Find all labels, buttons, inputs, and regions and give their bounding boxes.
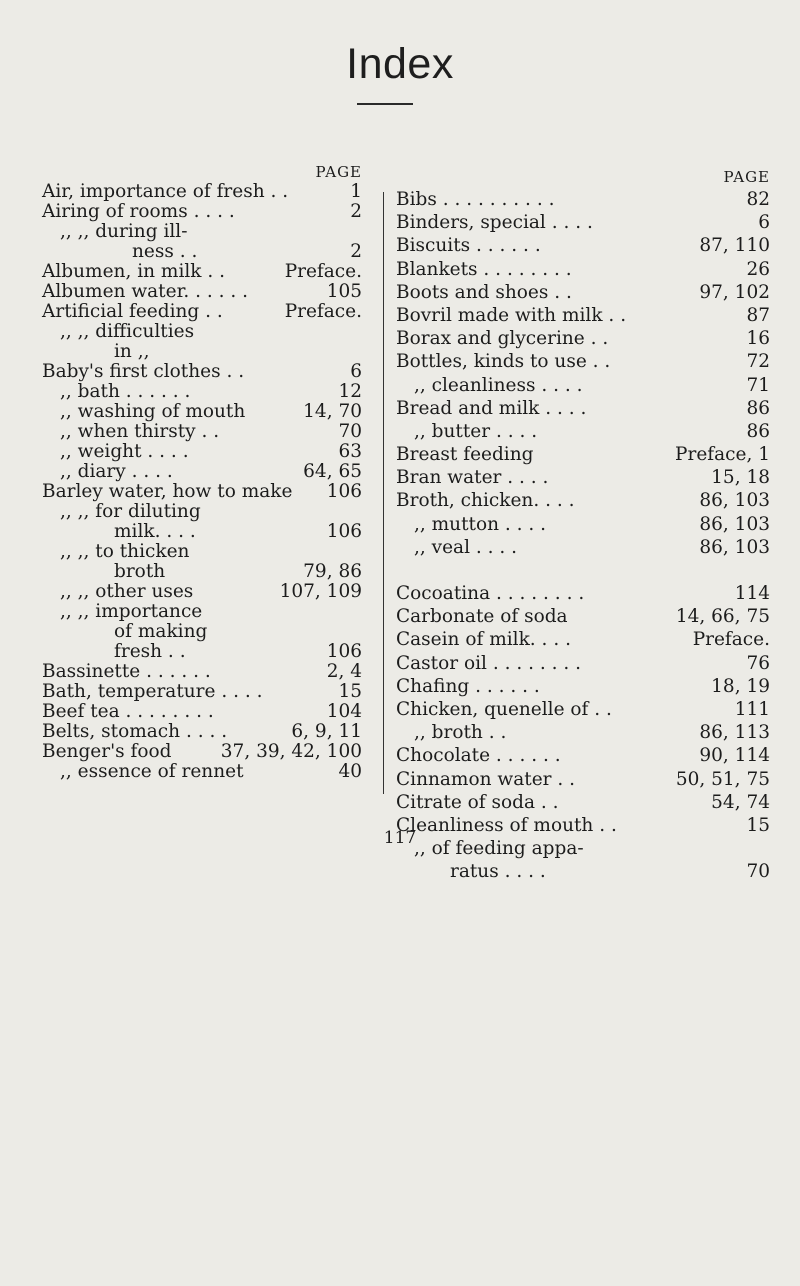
index-entry	[396, 234, 770, 257]
entry-page: Preface.	[692, 629, 770, 651]
index-entry	[396, 397, 770, 420]
index-entry	[396, 350, 770, 373]
entry-page: Preface.	[284, 301, 362, 322]
entry-text: ,, ,, other uses	[60, 581, 194, 602]
entry-text: ,, veal . . . .	[414, 536, 518, 558]
entry-text: Barley water, how to make	[42, 481, 293, 502]
entry-text: ,, cleanliness . . . .	[414, 374, 583, 396]
entry-page: 15	[338, 681, 362, 702]
entry-page: 104	[326, 701, 362, 722]
entry-text: Blankets . . . . . . . .	[396, 258, 572, 280]
entry-text: Bibs . . . . . . . . . .	[396, 189, 555, 210]
entry-text: Belts, stomach . . . .	[42, 721, 228, 742]
entry-text: ratus . . . .	[450, 861, 546, 883]
entry-page: 86	[746, 420, 770, 442]
index-entry	[396, 188, 770, 211]
index-entry	[396, 860, 770, 883]
index-entry	[42, 722, 362, 742]
entry-text: Broth, chicken. . . .	[396, 490, 575, 512]
index-entry	[42, 442, 362, 462]
entry-page: 72	[746, 351, 770, 373]
index-entry	[396, 489, 770, 512]
index-entry	[42, 382, 362, 402]
entry-page: 71	[746, 374, 770, 396]
page-column-header: PAGE	[723, 168, 770, 186]
entry-text: Bottles, kinds to use . .	[396, 351, 611, 373]
index-entry	[42, 422, 362, 442]
entry-text: Boots and shoes . .	[396, 281, 572, 303]
index-entry	[42, 542, 362, 562]
entry-page: 26	[746, 258, 770, 280]
entry-page: 1	[350, 181, 362, 202]
index-entry	[396, 791, 770, 814]
entry-page: 106	[326, 641, 362, 662]
entry-text: Albumen, in milk . .	[42, 261, 226, 282]
entry-page: 106	[326, 481, 362, 502]
entry-text: Citrate of soda . .	[396, 791, 559, 813]
entry-page: 6	[758, 212, 770, 234]
entry-page: 15	[746, 814, 770, 836]
entry-text: Cleanliness of mouth . .	[396, 814, 617, 836]
entry-text: Borax and glycerine . .	[396, 328, 609, 350]
index-entry	[42, 342, 362, 362]
entry-page: 86, 103	[699, 513, 770, 535]
entry-text: in ,,	[114, 341, 150, 362]
entry-page: 105	[326, 281, 362, 302]
index-entry	[42, 502, 362, 522]
index-entry	[42, 582, 362, 602]
index-entry	[396, 258, 770, 281]
entry-text: Bran water . . . .	[396, 467, 549, 489]
index-entry	[396, 768, 770, 791]
page-title: Index	[346, 40, 454, 88]
index-entry	[42, 282, 362, 302]
index-entry	[396, 582, 770, 605]
index-entry	[396, 281, 770, 304]
entry-page: 82	[746, 189, 770, 210]
entry-text: ,, when thirsty . .	[60, 421, 220, 442]
index-entry	[396, 652, 770, 675]
index-entry	[396, 744, 770, 767]
index-entry	[42, 322, 362, 342]
entry-text: Bassinette . . . . . .	[42, 661, 211, 682]
entry-text: Chocolate . . . . . .	[396, 745, 561, 767]
column-divider	[383, 192, 384, 794]
entry-page: 40	[338, 761, 362, 782]
index-entry	[396, 327, 770, 350]
index-entries	[42, 182, 362, 782]
entry-text: Bovril made with milk . .	[396, 304, 627, 326]
entry-text: Cinnamon water . .	[396, 768, 576, 790]
index-entry	[396, 374, 770, 397]
entry-page: 2	[350, 241, 362, 262]
entry-text: ,, diary . . . .	[60, 461, 173, 482]
entry-page: 63	[338, 441, 362, 462]
index-entry	[396, 513, 770, 536]
entry-text: ,, ,, to thicken	[60, 541, 190, 562]
index-entry	[396, 698, 770, 721]
entry-page: 6	[350, 361, 362, 382]
entry-page: 87, 110	[699, 235, 770, 257]
entry-text: Airing of rooms . . . .	[42, 201, 235, 222]
index-entry	[396, 443, 770, 466]
entry-text: Cocoatina . . . . . . . .	[396, 583, 585, 604]
index-entry	[396, 628, 770, 651]
index-entry	[42, 402, 362, 422]
entry-page: 14, 70	[303, 401, 362, 422]
index-entry	[42, 222, 362, 242]
index-entry	[396, 536, 770, 559]
entry-text: Bath, temperature . . . .	[42, 681, 263, 702]
index-entry	[396, 675, 770, 698]
entry-page: 15, 18	[711, 467, 770, 489]
entry-page: 76	[746, 652, 770, 674]
entry-page: 111	[734, 698, 770, 720]
index-entry	[42, 482, 362, 502]
entry-text: ,, weight . . . .	[60, 441, 189, 462]
entry-text: Biscuits . . . . . .	[396, 235, 541, 257]
entry-page: 114	[734, 583, 770, 604]
index-entry	[42, 562, 362, 582]
entry-page: Preface.	[284, 261, 362, 282]
entry-text: ,, ,, difficulties	[60, 321, 195, 342]
entry-text: of making	[114, 621, 208, 642]
index-entry	[396, 304, 770, 327]
index-entry	[42, 602, 362, 622]
page-number: 117	[383, 828, 417, 848]
entry-text: ,, ,, for diluting	[60, 501, 201, 522]
entry-text: ness . .	[132, 241, 198, 262]
entry-page: Preface, 1	[675, 444, 770, 466]
entry-text: ,, of feeding appa-	[414, 838, 584, 860]
entry-text: Castor oil . . . . . . . .	[396, 652, 582, 674]
entry-text: Benger's food	[42, 741, 172, 762]
index-entry	[42, 622, 362, 642]
index-entry	[396, 211, 770, 234]
entry-text: Air, importance of fresh . .	[42, 181, 289, 202]
index-entry	[42, 262, 362, 282]
entry-text: Binders, special . . . .	[396, 212, 593, 234]
entry-page: 106	[326, 521, 362, 542]
entry-text: Beef tea . . . . . . . .	[42, 701, 214, 722]
index-entry	[396, 559, 770, 582]
entry-text: milk. . . .	[114, 521, 196, 542]
index-entries	[396, 188, 770, 883]
entry-page: 54, 74	[711, 791, 770, 813]
entry-page: 50, 51, 75	[675, 768, 770, 790]
entry-page: 70	[338, 421, 362, 442]
entry-text: Carbonate of soda	[396, 606, 568, 628]
entry-page: 87	[746, 304, 770, 326]
index-entry	[42, 682, 362, 702]
entry-page: 86, 103	[699, 490, 770, 512]
entry-text: Baby's first clothes . .	[42, 361, 245, 382]
entry-page: 6, 9, 11	[291, 721, 362, 742]
index-entry	[396, 420, 770, 443]
entry-text: Artificial feeding . .	[42, 301, 223, 322]
entry-page: 70	[746, 861, 770, 883]
entry-page: 107, 109	[279, 581, 362, 602]
entry-text: fresh . .	[114, 641, 186, 662]
entry-page: 14, 66, 75	[675, 606, 770, 628]
entry-text: broth	[114, 561, 166, 582]
index-entry	[42, 302, 362, 322]
entry-text: ,, washing of mouth	[60, 401, 246, 422]
entry-page: 86, 103	[699, 536, 770, 558]
index-entry	[396, 605, 770, 628]
entry-page: 16	[746, 328, 770, 350]
entry-page: 64, 65	[303, 461, 362, 482]
index-entry	[42, 762, 362, 782]
index-entry	[396, 466, 770, 489]
entry-page: 97, 102	[699, 281, 770, 303]
index-entry	[396, 721, 770, 744]
index-entry	[42, 522, 362, 542]
entry-text: ,, essence of rennet	[60, 761, 244, 782]
index-entry	[42, 242, 362, 262]
entry-text: Chafing . . . . . .	[396, 675, 540, 697]
index-entry	[42, 462, 362, 482]
entry-text: ,, butter . . . .	[414, 420, 538, 442]
entry-text: ,, ,, during ill-	[60, 221, 188, 242]
title-rule	[357, 103, 413, 105]
entry-text: Bread and milk . . . .	[396, 397, 587, 419]
index-entry	[42, 362, 362, 382]
entry-text: Chicken, quenelle of . .	[396, 698, 612, 720]
entry-page: 12	[338, 381, 362, 402]
entry-text: ,, mutton . . . .	[414, 513, 547, 535]
entry-page: 86	[746, 397, 770, 419]
entry-page: 2	[350, 201, 362, 222]
entry-page: 2, 4	[326, 661, 362, 682]
entry-text: Breast feeding	[396, 444, 534, 466]
entry-text: ,, bath . . . . . .	[60, 381, 191, 402]
index-entry	[42, 662, 362, 682]
entry-text: Casein of milk. . . .	[396, 629, 571, 651]
index-entry	[42, 202, 362, 222]
entry-text: Albumen water. . . . . .	[42, 281, 249, 302]
index-entry	[42, 702, 362, 722]
index-entry	[42, 642, 362, 662]
index-entry	[42, 742, 362, 762]
index-column-left	[42, 162, 362, 782]
entry-text: ,, broth . .	[414, 722, 507, 744]
entry-page: 79, 86	[303, 561, 362, 582]
entry-page: 86, 113	[699, 722, 770, 744]
entry-page: 90, 114	[699, 745, 770, 767]
entry-page: 37, 39, 42, 100	[220, 741, 362, 762]
index-entry	[42, 182, 362, 202]
index-column-right	[396, 162, 770, 883]
entry-text: ,, ,, importance	[60, 601, 203, 622]
page-column-header: PAGE	[315, 163, 362, 181]
entry-page: 18, 19	[711, 675, 770, 697]
